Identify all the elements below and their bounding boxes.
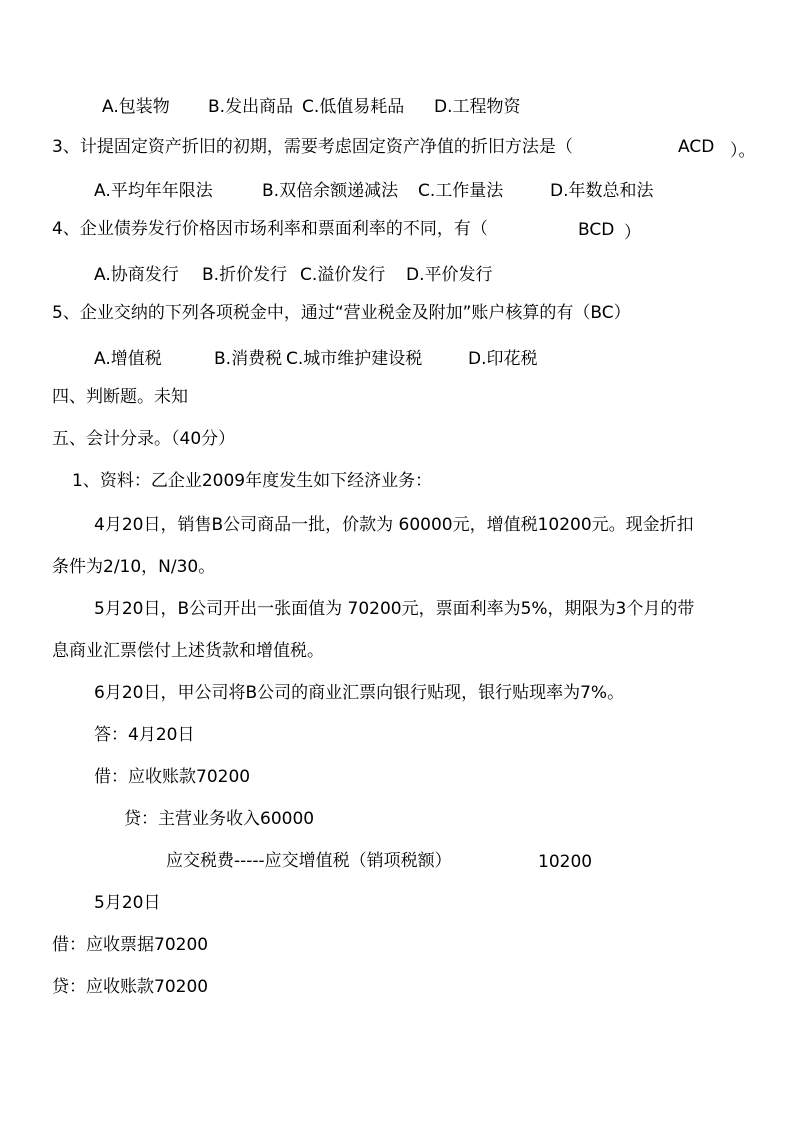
q4-option-a: A.协商发行 (94, 265, 179, 285)
section-5-heading: 五、会计分录。（40分） (52, 429, 236, 449)
item1-intro: 1、资料：乙企业2009年度发生如下经济业务： (72, 471, 433, 491)
q3-close: ）。 (730, 141, 756, 161)
q2-option-c: C.低值易耗品 (302, 97, 405, 117)
section-4-heading: 四、判断题。未知 (52, 387, 188, 407)
q5-stem: 5、企业交纳的下列各项税金中，通过“营业税金及附加”账户核算的有（BC） (52, 303, 631, 323)
q4-stem-row (52, 218, 488, 240)
item1-para2-line1: 5月20日，B公司开出一张面值为 70200元，票面利率为5%，期限为3个月的带 (94, 599, 695, 619)
q4-option-c: C.溢价发行 (300, 265, 386, 285)
q4-option-b: B.折价发行 (202, 265, 288, 285)
answer-date-2: 5月20日 (94, 893, 161, 913)
credit-entry-1b-label: 应交税费-----应交增值税（销项税额） (166, 851, 452, 871)
credit-entry-2: 贷：应收账款70200 (52, 977, 209, 997)
credit-entry-1: 贷：主营业务收入60000 (124, 809, 315, 829)
q4-close: ） (624, 223, 641, 243)
q2-option-a: A.包装物 (102, 97, 170, 117)
debit-entry-2: 借：应收票据70200 (52, 935, 209, 955)
q5-option-b: B.消费税 (214, 349, 283, 369)
q5-option-c: C.城市维护建设税 (286, 349, 423, 369)
q4-option-d: D.平价发行 (406, 265, 493, 285)
item1-para3: 6月20日，甲公司将B公司的商业汇票向银行贴现，银行贴现率为7%。 (94, 683, 625, 703)
q4-answer: BCD (578, 220, 615, 240)
item1-para1-line2: 条件为2/10，N/30。 (52, 557, 216, 577)
q5-option-d: D.印花税 (468, 349, 538, 369)
q3-answer: ACD (678, 137, 715, 157)
q3-option-a: A.平均年年限法 (94, 181, 213, 201)
item1-para2-line2: 息商业汇票偿付上述货款和增值税。 (52, 641, 324, 661)
q5-option-a: A.增值税 (94, 349, 162, 369)
q3-option-c: C.工作量法 (418, 181, 504, 201)
q5-stem-row (52, 302, 631, 324)
credit-entry-1b-amount: 10200 (538, 852, 593, 872)
debit-entry-1: 借：应收账款70200 (94, 767, 251, 787)
q2-option-b: B.发出商品 (208, 97, 294, 117)
q3-stem-row (52, 136, 573, 158)
item1-para1-line1: 4月20日，销售B公司商品一批，价款为 60000元，增值税10200元。现金折扣 (94, 515, 694, 535)
answer-date-1: 答：4月20日 (94, 725, 195, 745)
q3-option-d: D.年数总和法 (550, 181, 654, 201)
q3-option-b: B.双倍余额递减法 (262, 181, 399, 201)
q4-stem: 4、企业债券发行价格因市场利率和票面利率的不同，有（ (52, 219, 488, 239)
q3-stem: 3、计提固定资产折旧的初期，需要考虑固定资产净值的折旧方法是（ (52, 137, 573, 157)
q2-option-d: D.工程物资 (434, 97, 521, 117)
